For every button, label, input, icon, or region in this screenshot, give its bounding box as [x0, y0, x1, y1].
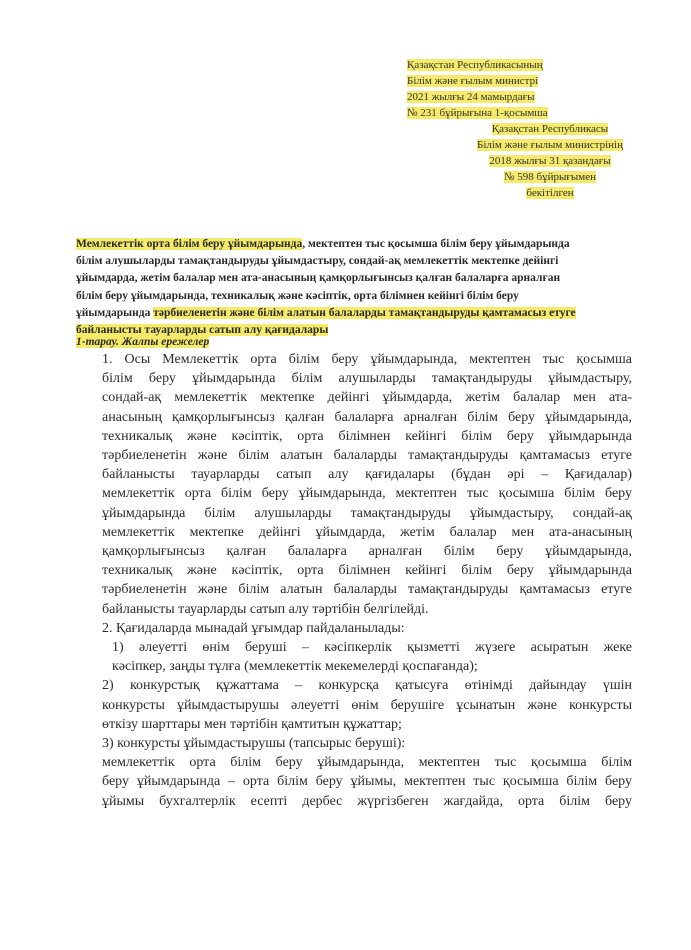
approval-line: 2018 жылғы 31 қазандағы — [489, 155, 611, 167]
title-highlight: Мемлекеттік орта білім беру ұйымдарында — [76, 238, 303, 250]
text-line: тәрбиеленетін және білім алатын балаларды тамақтандыруды қамтамасыз етуге — [102, 448, 632, 464]
title-text: ұйымдарда, жетім балалар мен ата-анасының қамқорлығынсыз қалған балаларға арналған — [76, 272, 561, 285]
title-highlight: тәрбиеленетін және білім алатын балаларды тамақтандыруды қамтамасыз етуге — [153, 306, 576, 319]
text-line: байланысты тауарларды сатып алу қағидалары (бұдан әрі – Қағидалар) — [102, 467, 632, 483]
annex-line: № 231 бұйрығына 1-қосымша — [407, 107, 548, 119]
paragraph-1 — [76, 350, 632, 619]
annex-header — [407, 57, 677, 121]
approval-header — [420, 121, 680, 201]
document-title — [76, 236, 636, 339]
annex-line: Қазақстан Республикасының — [407, 59, 543, 71]
annex-line: Білім және ғылым министрі — [407, 75, 539, 87]
title-text: , мектептен тыс қосымша білім беру ұйымдарында — [302, 238, 570, 250]
approval-line: Білім және ғылым министрінің — [477, 139, 623, 151]
text-line: тәрбиеленетін және білім алатын балаларды тамақтандыруды қамтамасыз етуге — [102, 582, 632, 598]
text-line: 1. Осы Мемлекеттік орта білім беру ұйымдарында, мектептен тыс қосымша — [102, 352, 632, 367]
chapter-heading — [76, 334, 209, 351]
text-line: 3) конкурсты ұйымдастырушы (тапсырыс беруші): — [102, 736, 406, 752]
text-line: ұйымы бухгалтерлік есепті дербес жүргізбеген жағдайда, орта білім беру — [102, 793, 632, 809]
text-line: кәсіпкер, заңды тұлға (мемлекеттік мекемелерді қоспағанда); — [112, 659, 478, 675]
paragraph-3 — [76, 638, 632, 676]
approval-line: № 598 бұйрығымен — [503, 171, 596, 183]
title-text: білім беру ұйымдарында, техникалық және кәсіптік, орта білімнен кейінгі білім беру — [76, 289, 519, 302]
paragraph-6 — [76, 753, 632, 811]
text-line: 2) конкурстық құжаттама – конкурсқа қатысуға өтінімді дайындау үшін — [102, 678, 632, 694]
text-line: 2. Қағидаларда мынадай ұғымдар пайдаланылады: — [102, 620, 405, 636]
text-line: конкурсты ұйымдастырушы әлеуетті өнім берушіге ұсынатын және конкурсты — [102, 697, 632, 713]
text-line: техникалық және кәсіптік, орта білімнен кейінгі білім беру ұйымдарында — [102, 563, 632, 579]
text-line: мемлекеттік орта білім беру ұйымдарында, мектептен тыс қосымша білім — [102, 755, 632, 771]
chapter-heading-text: 1-тарау. Жалпы ережелер — [76, 336, 210, 348]
text-line: техникалық және кәсіптік, орта білімнен кейінгі білім беру ұйымдарында — [102, 428, 632, 444]
paragraph-4 — [76, 676, 632, 734]
text-line: беру ұйымдарында – орта білім беру ұйымы, мектептен тыс қосымша білім беру — [102, 774, 632, 790]
text-line: білім беру ұйымдарында білім алушыларды тамақтандыруды ұйымдастыру, — [102, 371, 632, 387]
text-line: анасының қамқорлығынсыз қалған балаларға арналған білім беру ұйымдарында, — [102, 409, 632, 425]
text-line: өткізу шарттары мен тәртібін қамтитын құжаттар; — [102, 716, 402, 732]
paragraph-2 — [76, 619, 632, 638]
text-line: байланысты тауарларды сатып алу тәртібін белгілейді. — [102, 601, 429, 617]
title-text: ұйымдарында — [76, 306, 154, 319]
approval-line: бекітілген — [526, 187, 574, 199]
text-line: қамқорлығынсыз қалған балаларға арналған білім беру ұйымдарында, — [102, 544, 632, 560]
text-line: сондай-ақ мемлекеттік мектепке дейінгі ұйымдарда, жетім балалар мен ата- — [102, 390, 632, 406]
approval-line: Қазақстан Республикасы — [491, 123, 609, 135]
annex-line: 2021 жылғы 24 мамырдағы — [407, 91, 535, 103]
document-body — [76, 350, 632, 811]
paragraph-5 — [76, 734, 632, 753]
text-line: мемлекеттік орта білім беру ұйымдарында, мектептен тыс қосымша білім беру — [102, 486, 632, 502]
title-highlight: байланысты тауарларды сатып алу қағидалары — [76, 324, 329, 337]
text-line: ұйымдарында білім алушыларды тамақтандыруды ұйымдастыру, сондай-ақ — [102, 505, 632, 521]
text-line: мемлекеттік мектепке дейінгі ұйымдарда, жетім балалар мен ата-анасының — [102, 524, 632, 540]
title-text: білім алушыларды тамақтандыруды ұйымдастыру, сондай-ақ мемлекеттік мектепке дейінгі — [76, 255, 559, 268]
text-line: 1) әлеуетті өнім беруші – кәсіпкерлік қызметті жүзеге асыратын жеке — [112, 640, 632, 656]
